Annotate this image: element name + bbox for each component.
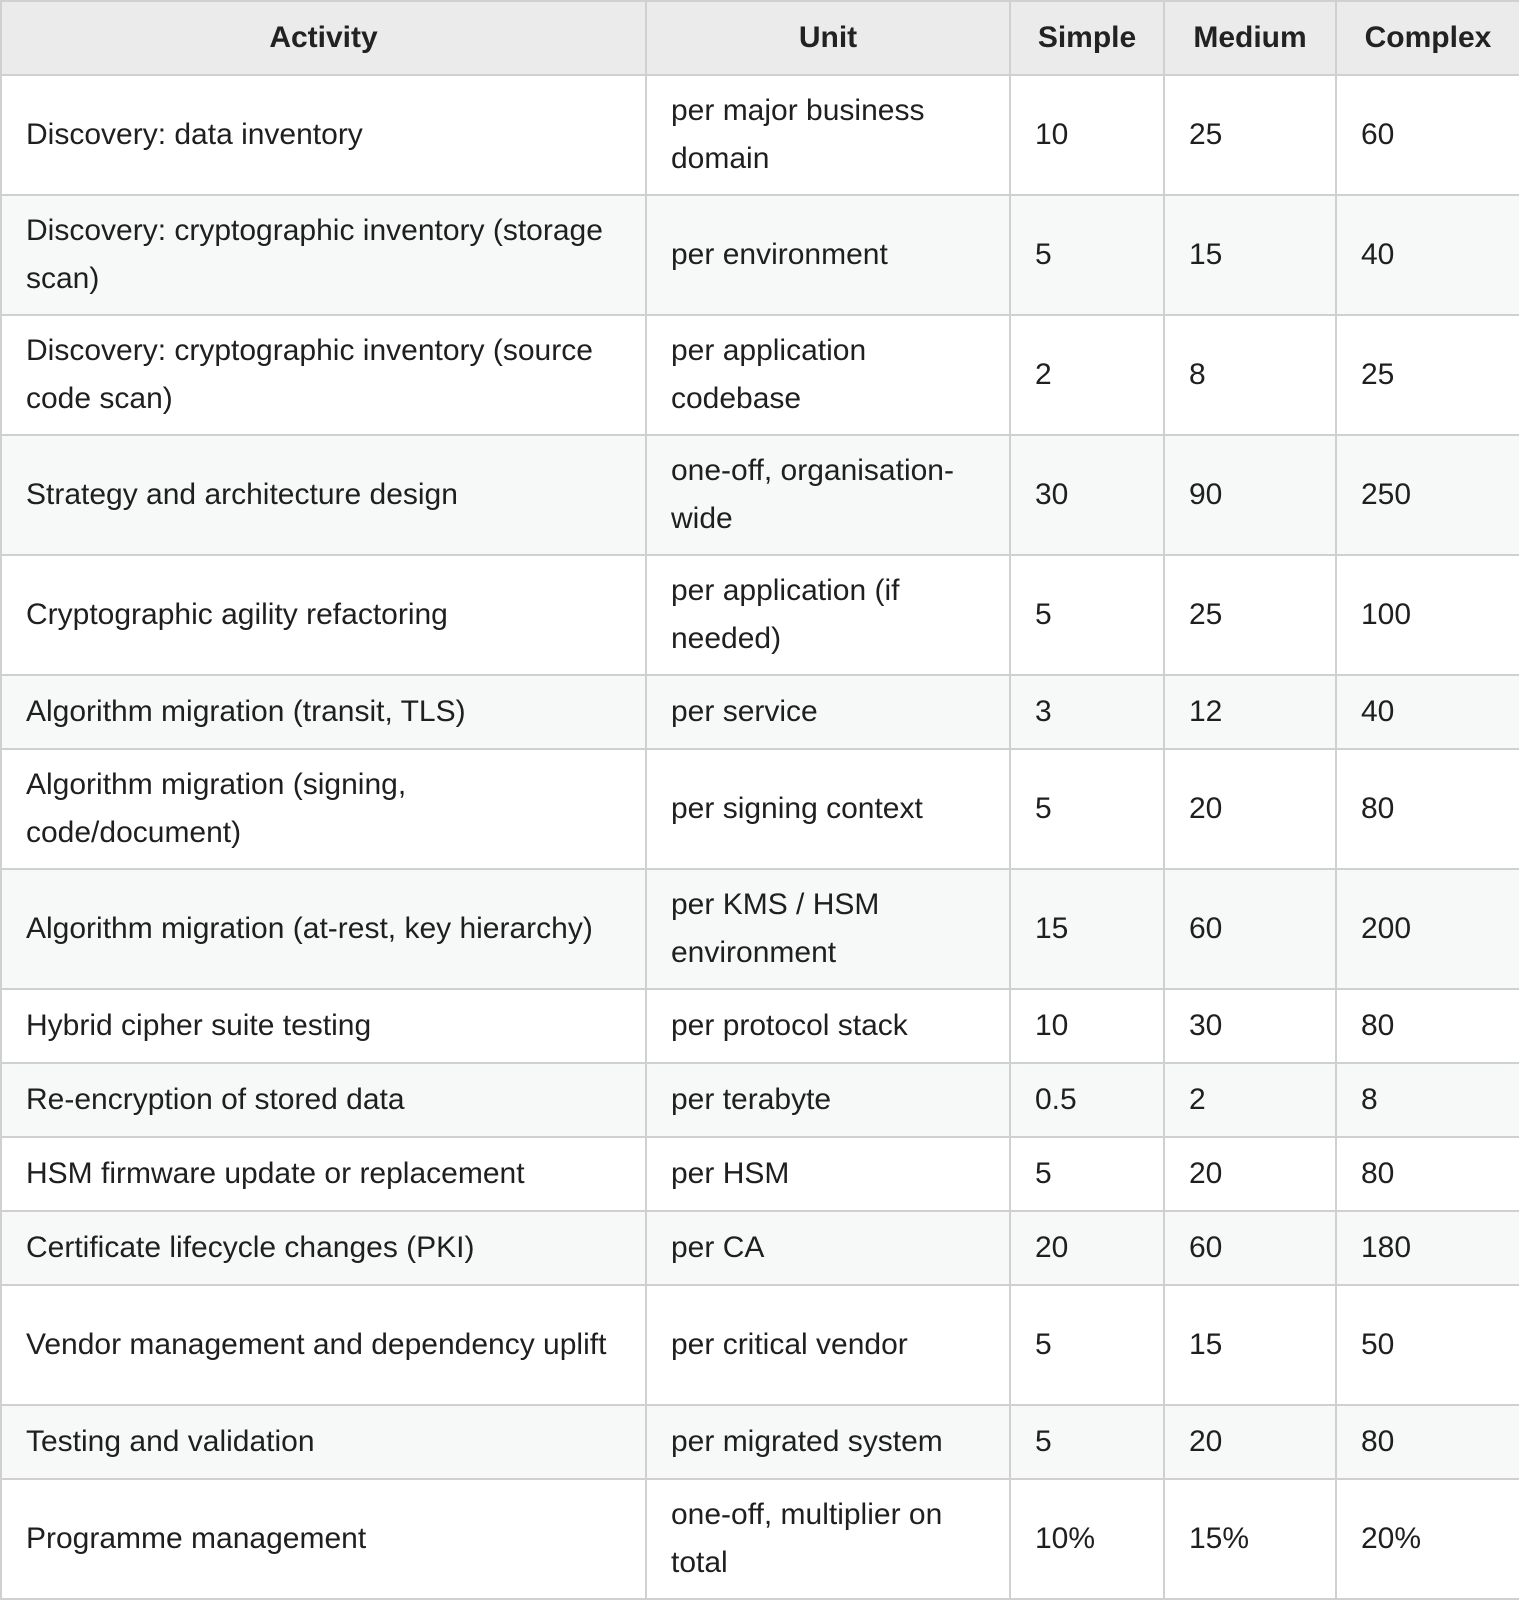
header-complex: Complex xyxy=(1336,1,1519,75)
cell-unit: per migrated system xyxy=(646,1405,1010,1479)
cell-activity: Vendor management and dependency uplift xyxy=(1,1285,646,1405)
cell-unit: per critical vendor xyxy=(646,1285,1010,1405)
cell-unit: per application (if needed) xyxy=(646,555,1010,675)
cell-activity: Strategy and architecture design xyxy=(1,435,646,555)
cell-activity: Discovery: cryptographic inventory (source code scan) xyxy=(1,315,646,435)
cell-unit: per environment xyxy=(646,195,1010,315)
cell-unit: per terabyte xyxy=(646,1063,1010,1137)
cell-simple: 2 xyxy=(1010,315,1164,435)
cell-activity: Algorithm migration (at-rest, key hierarchy) xyxy=(1,869,646,989)
table-row xyxy=(1,675,1519,749)
cell-simple: 5 xyxy=(1010,195,1164,315)
cell-medium: 15 xyxy=(1164,195,1336,315)
cell-simple: 20 xyxy=(1010,1211,1164,1285)
table-row xyxy=(1,555,1519,675)
cell-complex: 8 xyxy=(1336,1063,1519,1137)
table-row xyxy=(1,749,1519,869)
cell-simple: 30 xyxy=(1010,435,1164,555)
table-row xyxy=(1,1063,1519,1137)
cell-medium: 60 xyxy=(1164,1211,1336,1285)
table-row xyxy=(1,1137,1519,1211)
table-header-row xyxy=(1,1,1519,75)
cell-complex: 25 xyxy=(1336,315,1519,435)
cell-medium: 25 xyxy=(1164,555,1336,675)
cell-activity: Algorithm migration (transit, TLS) xyxy=(1,675,646,749)
cell-complex: 80 xyxy=(1336,749,1519,869)
cell-activity: Discovery: data inventory xyxy=(1,75,646,195)
cell-simple: 5 xyxy=(1010,749,1164,869)
cell-activity: Programme management xyxy=(1,1479,646,1599)
cell-medium: 20 xyxy=(1164,1405,1336,1479)
cell-activity: Cryptographic agility refactoring xyxy=(1,555,646,675)
cell-complex: 80 xyxy=(1336,1405,1519,1479)
cell-activity: Algorithm migration (signing, code/document) xyxy=(1,749,646,869)
cell-medium: 25 xyxy=(1164,75,1336,195)
cell-activity: Re-encryption of stored data xyxy=(1,1063,646,1137)
cell-complex: 80 xyxy=(1336,1137,1519,1211)
table-row xyxy=(1,435,1519,555)
cell-unit: one-off, organisation-wide xyxy=(646,435,1010,555)
cell-complex: 250 xyxy=(1336,435,1519,555)
cell-simple: 5 xyxy=(1010,1405,1164,1479)
cell-complex: 40 xyxy=(1336,675,1519,749)
cell-complex: 50 xyxy=(1336,1285,1519,1405)
cell-unit: one-off, multiplier on total xyxy=(646,1479,1010,1599)
header-unit: Unit xyxy=(646,1,1010,75)
cell-activity: Certificate lifecycle changes (PKI) xyxy=(1,1211,646,1285)
cell-unit: per major business domain xyxy=(646,75,1010,195)
cell-activity: Hybrid cipher suite testing xyxy=(1,989,646,1063)
cell-medium: 2 xyxy=(1164,1063,1336,1137)
table-row xyxy=(1,195,1519,315)
cell-simple: 10 xyxy=(1010,75,1164,195)
table-row xyxy=(1,989,1519,1063)
cell-medium: 15% xyxy=(1164,1479,1336,1599)
header-medium: Medium xyxy=(1164,1,1336,75)
cell-simple: 10 xyxy=(1010,989,1164,1063)
cell-unit: per protocol stack xyxy=(646,989,1010,1063)
cell-unit: per application codebase xyxy=(646,315,1010,435)
cell-medium: 20 xyxy=(1164,1137,1336,1211)
table-row xyxy=(1,75,1519,195)
cell-unit: per service xyxy=(646,675,1010,749)
table-row xyxy=(1,869,1519,989)
cell-simple: 10% xyxy=(1010,1479,1164,1599)
cell-activity: Discovery: cryptographic inventory (storage scan) xyxy=(1,195,646,315)
cell-complex: 80 xyxy=(1336,989,1519,1063)
cell-medium: 12 xyxy=(1164,675,1336,749)
table-row xyxy=(1,1285,1519,1405)
cell-complex: 180 xyxy=(1336,1211,1519,1285)
table-row xyxy=(1,1405,1519,1479)
header-simple: Simple xyxy=(1010,1,1164,75)
table-row xyxy=(1,1479,1519,1599)
cell-medium: 8 xyxy=(1164,315,1336,435)
cell-simple: 5 xyxy=(1010,1285,1164,1405)
cell-medium: 30 xyxy=(1164,989,1336,1063)
cell-simple: 3 xyxy=(1010,675,1164,749)
cell-unit: per HSM xyxy=(646,1137,1010,1211)
cell-unit: per signing context xyxy=(646,749,1010,869)
cell-simple: 15 xyxy=(1010,869,1164,989)
cell-complex: 60 xyxy=(1336,75,1519,195)
cell-medium: 20 xyxy=(1164,749,1336,869)
cell-medium: 90 xyxy=(1164,435,1336,555)
table-row xyxy=(1,1211,1519,1285)
cell-complex: 100 xyxy=(1336,555,1519,675)
cell-complex: 200 xyxy=(1336,869,1519,989)
cell-medium: 60 xyxy=(1164,869,1336,989)
cell-activity: HSM firmware update or replacement xyxy=(1,1137,646,1211)
cell-medium: 15 xyxy=(1164,1285,1336,1405)
cell-activity: Testing and validation xyxy=(1,1405,646,1479)
cell-simple: 5 xyxy=(1010,1137,1164,1211)
cell-simple: 5 xyxy=(1010,555,1164,675)
cell-complex: 40 xyxy=(1336,195,1519,315)
header-activity: Activity xyxy=(1,1,646,75)
cell-unit: per KMS / HSM environment xyxy=(646,869,1010,989)
table-row xyxy=(1,315,1519,435)
cell-simple: 0.5 xyxy=(1010,1063,1164,1137)
cell-complex: 20% xyxy=(1336,1479,1519,1599)
cell-unit: per CA xyxy=(646,1211,1010,1285)
